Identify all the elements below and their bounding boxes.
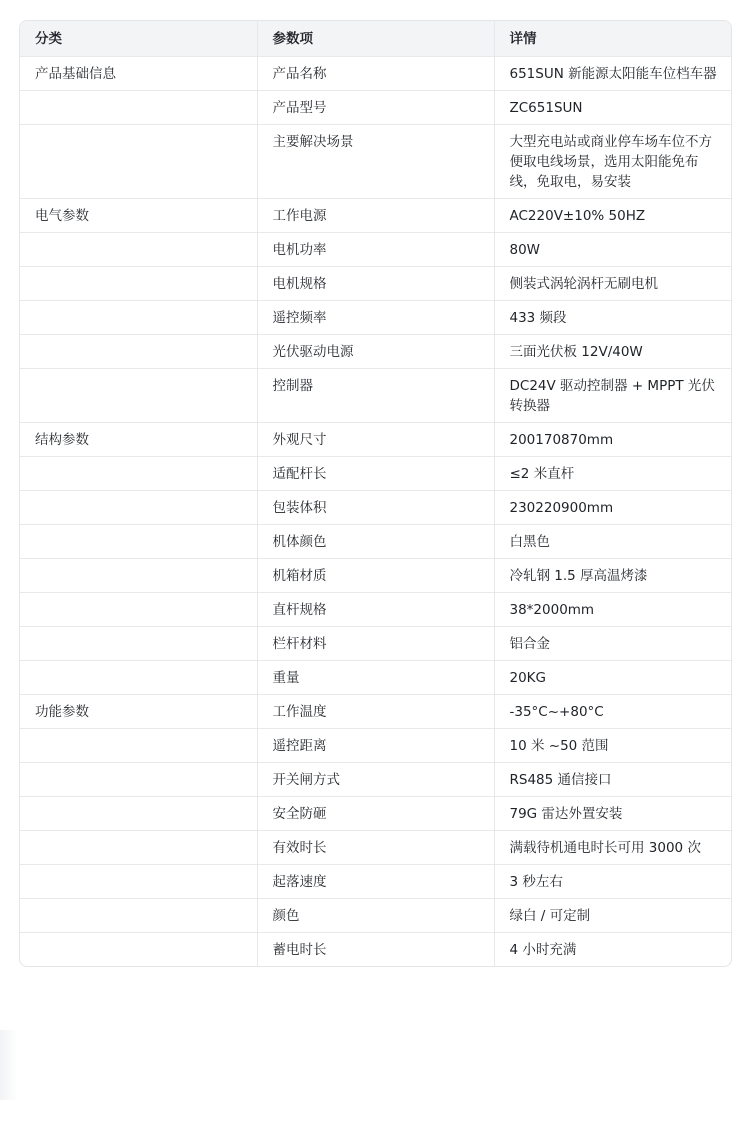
cell-param: 颜色: [257, 899, 494, 933]
header-row: [20, 21, 731, 57]
table-row: [20, 661, 731, 695]
table-row: [20, 457, 731, 491]
column-header-category: 分类: [20, 21, 257, 57]
cell-detail: 大型充电站或商业停车场车位不方便取电线场景，选用太阳能免布线，免取电，易安装: [494, 125, 731, 199]
table-row: [20, 695, 731, 729]
cell-param: 产品型号: [257, 91, 494, 125]
cell-detail: 433 频段: [494, 301, 731, 335]
cell-category: [20, 899, 257, 933]
cell-detail: 651SUN 新能源太阳能车位档车器: [494, 57, 731, 91]
cell-category: [20, 933, 257, 967]
cell-category: [20, 729, 257, 763]
table-row: [20, 763, 731, 797]
cell-category: [20, 457, 257, 491]
cell-param: 电机功率: [257, 233, 494, 267]
cell-param: 包装体积: [257, 491, 494, 525]
table-row: [20, 899, 731, 933]
table-row: [20, 267, 731, 301]
cell-category: [20, 593, 257, 627]
cell-detail: 80W: [494, 233, 731, 267]
cell-category: 功能参数: [20, 695, 257, 729]
cell-category: 产品基础信息: [20, 57, 257, 91]
cell-category: [20, 267, 257, 301]
cell-param: 开关闸方式: [257, 763, 494, 797]
cell-detail: 200170870mm: [494, 423, 731, 457]
cell-detail: 79G 雷达外置安装: [494, 797, 731, 831]
cell-detail: 白黑色: [494, 525, 731, 559]
cell-detail: 绿白 / 可定制: [494, 899, 731, 933]
table-body: [20, 57, 731, 967]
cell-param: 电机规格: [257, 267, 494, 301]
table-row: [20, 491, 731, 525]
cell-detail: 满载待机通电时长可用 3000 次: [494, 831, 731, 865]
cell-param: 控制器: [257, 369, 494, 423]
table-row: [20, 369, 731, 423]
cell-param: 遥控距离: [257, 729, 494, 763]
table-row: [20, 933, 731, 967]
table-row: [20, 593, 731, 627]
cell-detail: 4 小时充满: [494, 933, 731, 967]
cell-detail: 铝合金: [494, 627, 731, 661]
cell-category: [20, 335, 257, 369]
cell-category: [20, 627, 257, 661]
cell-param: 起落速度: [257, 865, 494, 899]
cell-category: [20, 865, 257, 899]
cell-param: 机箱材质: [257, 559, 494, 593]
cell-category: [20, 301, 257, 335]
table-row: [20, 627, 731, 661]
cell-param: 适配杆长: [257, 457, 494, 491]
spec-table: [20, 21, 731, 966]
table-row: [20, 57, 731, 91]
cell-detail: ≤2 米直杆: [494, 457, 731, 491]
cell-detail: 20KG: [494, 661, 731, 695]
cell-param: 主要解决场景: [257, 125, 494, 199]
cell-category: [20, 491, 257, 525]
cell-param: 重量: [257, 661, 494, 695]
cell-category: [20, 763, 257, 797]
cell-category: [20, 91, 257, 125]
table-row: [20, 423, 731, 457]
table-row: [20, 831, 731, 865]
cell-detail: RS485 通信接口: [494, 763, 731, 797]
cell-param: 有效时长: [257, 831, 494, 865]
cell-detail: DC24V 驱动控制器 + MPPT 光伏转换器: [494, 369, 731, 423]
cell-param: 产品名称: [257, 57, 494, 91]
cell-param: 遥控频率: [257, 301, 494, 335]
table-row: [20, 559, 731, 593]
table-row: [20, 729, 731, 763]
table-row: [20, 301, 731, 335]
cell-param: 安全防砸: [257, 797, 494, 831]
cell-detail: ZC651SUN: [494, 91, 731, 125]
cell-category: 电气参数: [20, 199, 257, 233]
table-row: [20, 525, 731, 559]
spec-table-card: [19, 20, 732, 967]
cell-detail: 三面光伏板 12V/40W: [494, 335, 731, 369]
cell-detail: AC220V±10% 50HZ: [494, 199, 731, 233]
table-row: [20, 335, 731, 369]
cell-detail: -35°C~+80°C: [494, 695, 731, 729]
edge-shadow: [0, 1030, 18, 1100]
cell-category: [20, 831, 257, 865]
cell-detail: 10 米 ~50 范围: [494, 729, 731, 763]
cell-detail: 冷轧钢 1.5 厚高温烤漆: [494, 559, 731, 593]
cell-param: 机体颜色: [257, 525, 494, 559]
cell-param: 栏杆材料: [257, 627, 494, 661]
table-row: [20, 91, 731, 125]
cell-param: 直杆规格: [257, 593, 494, 627]
table-header: [20, 21, 731, 57]
table-row: [20, 233, 731, 267]
cell-category: [20, 559, 257, 593]
cell-category: [20, 525, 257, 559]
column-header-detail: 详情: [494, 21, 731, 57]
table-row: [20, 125, 731, 199]
cell-detail: 3 秒左右: [494, 865, 731, 899]
cell-param: 工作温度: [257, 695, 494, 729]
cell-category: [20, 125, 257, 199]
cell-param: 外观尺寸: [257, 423, 494, 457]
cell-category: [20, 233, 257, 267]
column-header-param: 参数项: [257, 21, 494, 57]
cell-category: [20, 369, 257, 423]
cell-category: 结构参数: [20, 423, 257, 457]
table-row: [20, 797, 731, 831]
cell-category: [20, 797, 257, 831]
table-row: [20, 199, 731, 233]
table-row: [20, 865, 731, 899]
cell-param: 光伏驱动电源: [257, 335, 494, 369]
cell-detail: 230220900mm: [494, 491, 731, 525]
cell-param: 工作电源: [257, 199, 494, 233]
cell-category: [20, 661, 257, 695]
cell-param: 蓄电时长: [257, 933, 494, 967]
cell-detail: 侧装式涡轮涡杆无刷电机: [494, 267, 731, 301]
cell-detail: 38*2000mm: [494, 593, 731, 627]
